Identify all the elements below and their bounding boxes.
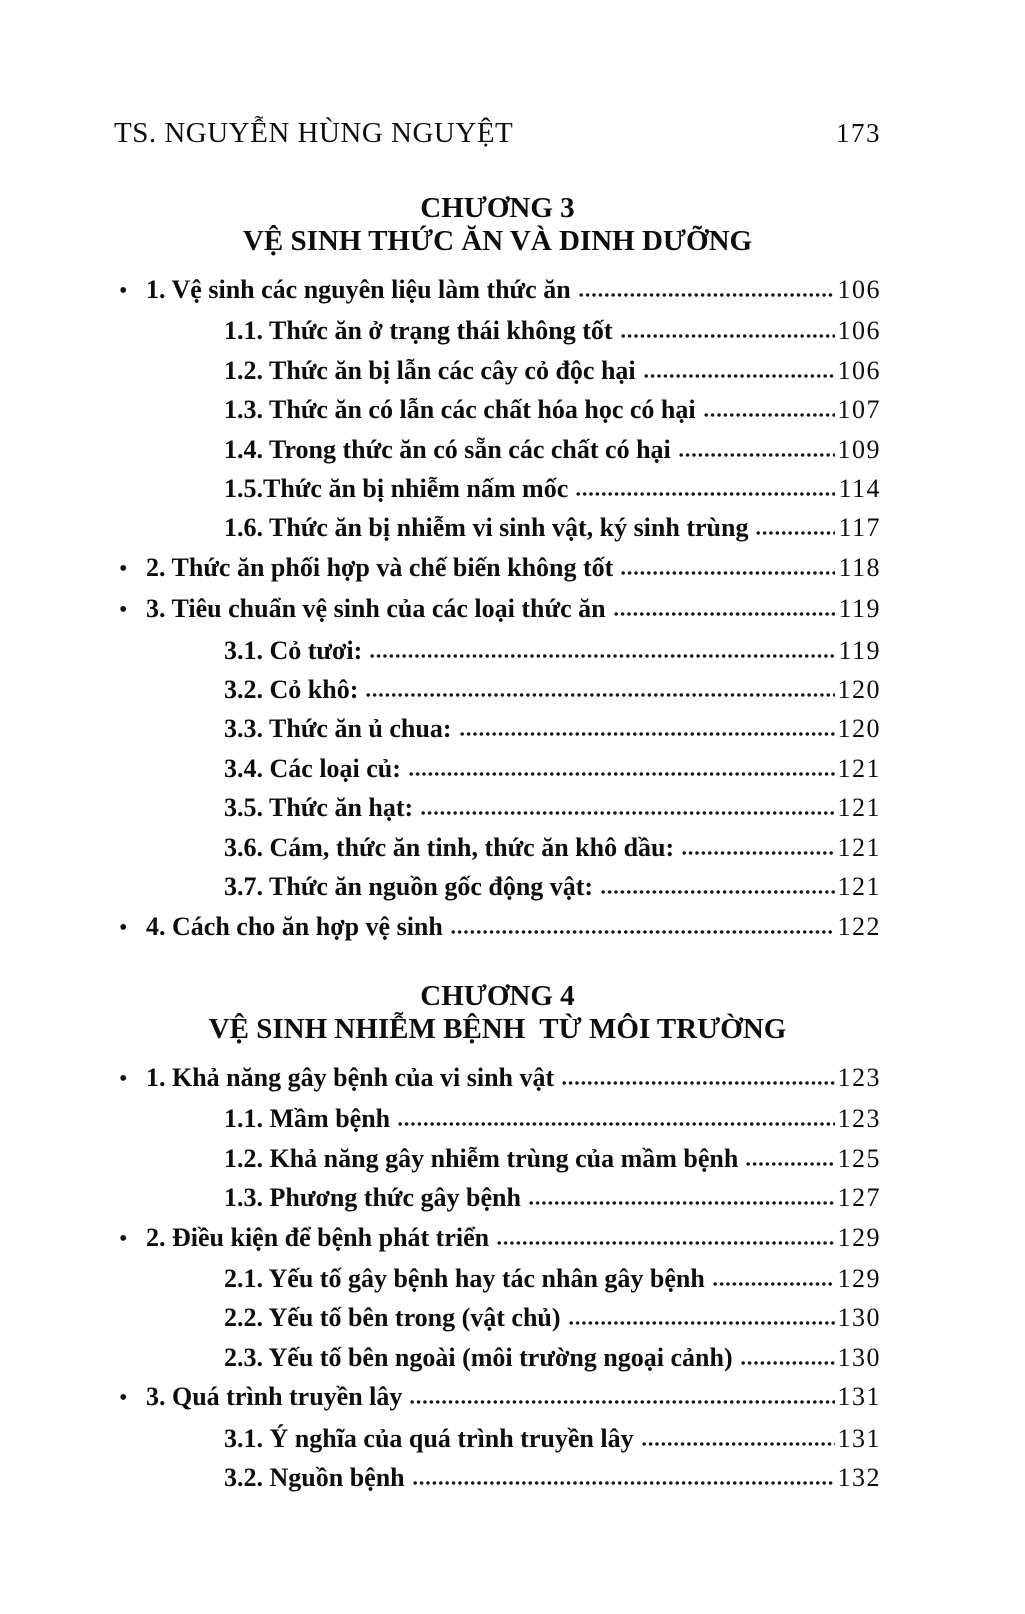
toc-entry — [114, 1139, 881, 1178]
toc-entry — [114, 1298, 881, 1337]
chapter-section — [114, 192, 881, 948]
toc-entry-page: 122 — [837, 911, 881, 941]
dot-leader — [613, 611, 836, 617]
toc-entry — [114, 907, 881, 948]
dot-leader — [575, 491, 835, 497]
toc-entry-label: 1.5.Thức ăn bị nhiễm nấm mốc — [224, 474, 569, 504]
toc-entry-label: 3.6. Cám, thức ăn tinh, thức ăn khô dầu: — [224, 832, 675, 862]
toc-entry — [114, 788, 881, 827]
toc-entry — [114, 1218, 881, 1259]
dot-leader — [755, 530, 835, 536]
toc-entry-list — [114, 270, 881, 948]
toc-entry — [114, 828, 881, 867]
dot-leader — [459, 731, 835, 737]
toc-entry — [114, 469, 881, 508]
dot-leader — [703, 412, 835, 418]
toc-entry — [114, 670, 881, 709]
dot-leader — [412, 1480, 835, 1486]
toc-entry-page: 119 — [838, 594, 881, 624]
dot-leader — [496, 1240, 834, 1246]
toc-entry-page: 118 — [838, 552, 881, 582]
dot-leader — [600, 889, 834, 895]
toc-entry — [114, 1058, 881, 1099]
dot-leader — [578, 292, 835, 298]
toc-entry-page: 120 — [837, 675, 881, 705]
toc-entry-label: 3. Quá trình truyền lây — [146, 1382, 403, 1412]
toc-entry-page: 107 — [837, 395, 881, 425]
toc-entry — [114, 1178, 881, 1217]
chapter-title-line2: VỆ SINH NHIỄM BỆNH TỪ MÔI TRƯỜNG — [208, 1012, 787, 1045]
toc-entry-label: 1.1. Thức ăn ở trạng thái không tốt — [224, 316, 613, 346]
chapter-title-line1: CHƯƠNG 4 — [420, 979, 575, 1012]
dot-leader — [681, 850, 834, 856]
toc-entry-label: 3.7. Thức ăn nguồn gốc động vật: — [224, 872, 594, 902]
toc-entry — [114, 390, 881, 429]
dot-leader — [561, 1080, 834, 1086]
dot-leader — [420, 810, 834, 816]
dot-leader — [620, 333, 835, 339]
dot-leader — [740, 1360, 835, 1366]
bullet-icon: • — [119, 1065, 128, 1092]
toc-entry-label: 3.2. Nguồn bệnh — [224, 1462, 405, 1492]
toc-entry-label: 3.5. Thức ăn hạt: — [224, 793, 414, 823]
toc-entry-page: 129 — [837, 1222, 881, 1252]
toc-entry-page: 123 — [837, 1104, 881, 1134]
toc-entry-label: 3.2. Cỏ khô: — [224, 675, 359, 705]
toc-entry — [114, 589, 881, 630]
toc-entry — [114, 1377, 881, 1418]
dot-leader — [641, 1441, 835, 1447]
toc-entry-page: 114 — [838, 474, 881, 504]
dot-leader — [408, 771, 835, 777]
toc-entry-page: 109 — [837, 434, 881, 464]
toc-entry — [114, 709, 881, 748]
toc-entry-label: 4. Cách cho ăn hợp vệ sinh — [146, 911, 443, 941]
bullet-icon: • — [119, 555, 128, 582]
toc-entry — [114, 270, 881, 311]
toc-entry-label: 2.2. Yếu tố bên trong (vật chủ) — [224, 1303, 561, 1333]
toc-entry-label: 1.4. Trong thức ăn có sẵn các chất có hại — [224, 434, 671, 464]
toc-entry-label: 3. Tiêu chuẩn vệ sinh của các loại thức ăn — [146, 594, 606, 624]
toc-entry-label: 1.6. Thức ăn bị nhiễm vi sinh vật, ký sinh trùng — [224, 513, 749, 543]
toc-entry-page: 125 — [837, 1143, 881, 1173]
toc-entry-page: 117 — [838, 513, 881, 543]
toc-entry — [114, 311, 881, 350]
folio-page-number: 173 — [836, 118, 881, 148]
toc-entry-label: 2.3. Yếu tố bên ngoài (môi trường ngoại cảnh) — [224, 1342, 733, 1372]
toc-entry — [114, 1338, 881, 1377]
toc-entry-page: 129 — [837, 1263, 881, 1293]
dot-leader — [620, 570, 835, 576]
dot-leader — [712, 1281, 835, 1287]
toc-entry-page: 120 — [837, 714, 881, 744]
dot-leader — [745, 1161, 834, 1167]
toc-entry-page: 123 — [837, 1062, 881, 1092]
toc-entry-label: 3.1. Ý nghĩa của quá trình truyền lây — [224, 1423, 634, 1453]
toc-entry-page: 130 — [837, 1303, 881, 1333]
toc-entry-label: 1.2. Khả năng gây nhiễm trùng của mầm bệnh — [224, 1143, 739, 1173]
toc-entry-label: 2. Thức ăn phối hợp và chế biến không tốt — [146, 552, 614, 582]
bullet-icon: • — [119, 1225, 128, 1252]
dot-leader — [450, 929, 835, 935]
page-header — [114, 116, 881, 150]
toc-entry-page: 121 — [837, 793, 881, 823]
toc-entry — [114, 1259, 881, 1298]
bullet-icon: • — [119, 914, 128, 941]
toc-entry-page: 121 — [837, 753, 881, 783]
toc-entry-page: 131 — [837, 1423, 881, 1453]
toc-entry-page: 121 — [837, 832, 881, 862]
dot-leader — [365, 692, 834, 698]
toc-entry-label: 3.1. Cỏ tươi: — [224, 635, 363, 665]
toc-entry-page: 106 — [837, 275, 881, 304]
chapter-title — [114, 192, 881, 258]
toc-entry-label: 1.1. Mầm bệnh — [224, 1104, 391, 1134]
toc-entry — [114, 867, 881, 906]
toc-entry-label: 1.3. Phương thức gây bệnh — [224, 1183, 521, 1213]
chapter-title-line2: VỆ SINH THỨC ĂN VÀ DINH DƯỠNG — [242, 225, 753, 257]
toc-entry-label: 2. Điều kiện để bệnh phát triển — [146, 1222, 490, 1252]
author-name: TS. NGUYỄN HÙNG NGUYỆT — [114, 117, 514, 149]
toc-entry-label: 3.4. Các loại củ: — [224, 753, 401, 783]
toc-entry-page: 119 — [838, 635, 881, 665]
toc-sections — [114, 192, 881, 1497]
toc-entry-label: 1. Vệ sinh các nguyên liệu làm thức ăn — [146, 275, 571, 304]
toc-entry — [114, 631, 881, 670]
toc-entry — [114, 1458, 881, 1497]
toc-entry-page: 106 — [837, 316, 881, 346]
dot-leader — [643, 373, 835, 379]
dot-leader — [568, 1320, 835, 1326]
toc-entry — [114, 1419, 881, 1458]
toc-entry-page: 121 — [837, 872, 881, 902]
toc-entry-page: 130 — [837, 1342, 881, 1372]
dot-leader — [409, 1399, 834, 1405]
toc-entry — [114, 548, 881, 589]
toc-entry-label: 1. Khả năng gây bệnh của vi sinh vật — [146, 1062, 555, 1092]
chapter-title — [114, 980, 881, 1046]
bullet-icon: • — [119, 1385, 128, 1412]
toc-entry-page: 106 — [837, 355, 881, 385]
bullet-icon: • — [119, 597, 128, 624]
toc-entry-page: 132 — [837, 1462, 881, 1492]
toc-entry-label: 2.1. Yếu tố gây bệnh hay tác nhân gây bệnh — [224, 1263, 705, 1293]
toc-entry — [114, 508, 881, 547]
toc-entry — [114, 1099, 881, 1138]
dot-leader — [369, 653, 835, 659]
bullet-icon: • — [119, 278, 128, 304]
toc-entry-page: 131 — [837, 1382, 881, 1412]
chapter-section — [114, 980, 881, 1497]
dot-leader — [528, 1200, 835, 1206]
chapter-title-line1: CHƯƠNG 3 — [420, 192, 575, 224]
toc-entry — [114, 430, 881, 469]
toc-entry-label: 3.3. Thức ăn ủ chua: — [224, 714, 452, 744]
dot-leader — [397, 1121, 834, 1127]
toc-entry-list — [114, 1058, 881, 1497]
toc-entry — [114, 749, 881, 788]
toc-entry-label: 1.2. Thức ăn bị lẫn các cây cỏ độc hại — [224, 355, 636, 385]
dot-leader — [678, 452, 835, 458]
toc-entry-label: 1.3. Thức ăn có lẫn các chất hóa học có hại — [224, 395, 696, 425]
toc-entry — [114, 351, 881, 390]
toc-entry-page: 127 — [837, 1183, 881, 1213]
